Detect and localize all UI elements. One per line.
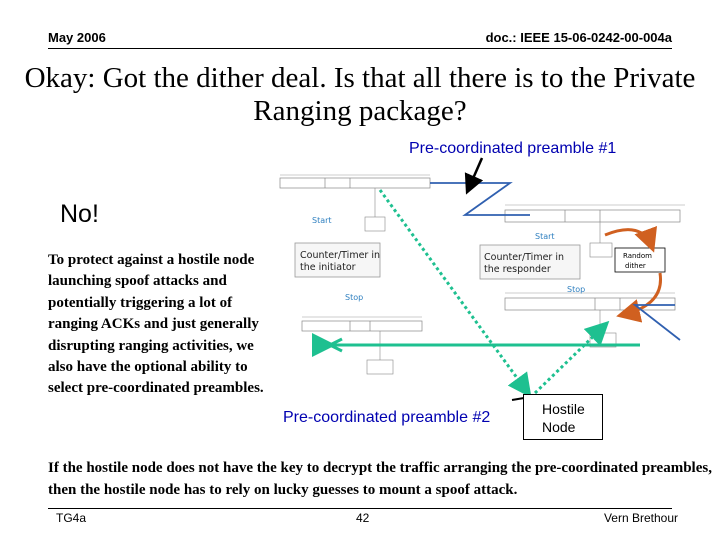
responder-frame [505,205,685,222]
initiator-frame-top [280,175,430,188]
body-paragraph: To protect against a hostile node launching spoof attacks and potentially triggering a lot of ranging ACKs and just generally disrupting ranging activities, we also have the optional ability to select pre-coordinated preambles. [48,252,264,397]
header-date: May 2006 [48,30,106,45]
start-label-responder: Start [535,232,555,241]
page-number: 42 [356,511,370,525]
preamble1-label: Pre-coordinated preamble #1 [409,140,617,157]
stop-label-responder: Stop [567,285,586,294]
initiator-counter-label-2: the initiator [300,262,356,273]
no-label: No! [60,200,99,228]
slide-title: Okay: Got the dither deal. Is that all there is to the Private Ranging package? [24,62,696,127]
random-dither-label-2: dither [625,262,646,270]
responder-counter-label-1: Counter/Timer in [484,252,564,263]
footer-author: Vern Brethour [603,511,678,525]
hostile-node-box: Hostile Node [523,394,603,440]
header-doc-id: doc.: IEEE 15-06-0242-00-004a [485,30,672,45]
preamble1-pointer [468,158,482,190]
stop-label-initiator: Stop [345,293,364,302]
responder-counter-label-2: the responder [484,264,551,275]
initiator-counter-label-1: Counter/Timer in [300,250,380,261]
start-label-initiator: Start [312,216,332,225]
footer-left: TG4a [56,511,87,525]
preamble2-label: Pre-coordinated preamble #2 [283,409,491,426]
conclusion-text: If the hostile node does not have the key to decrypt the traffic arranging the pre-coordinated preambles, then the hostile node has to rely on lucky guesses to mount a spoof attack. [48,460,712,498]
footer-rule [48,508,672,509]
random-dither-label-1: Random [623,252,652,260]
header-rule [48,48,672,49]
initiator-frame-bottom [302,317,422,331]
